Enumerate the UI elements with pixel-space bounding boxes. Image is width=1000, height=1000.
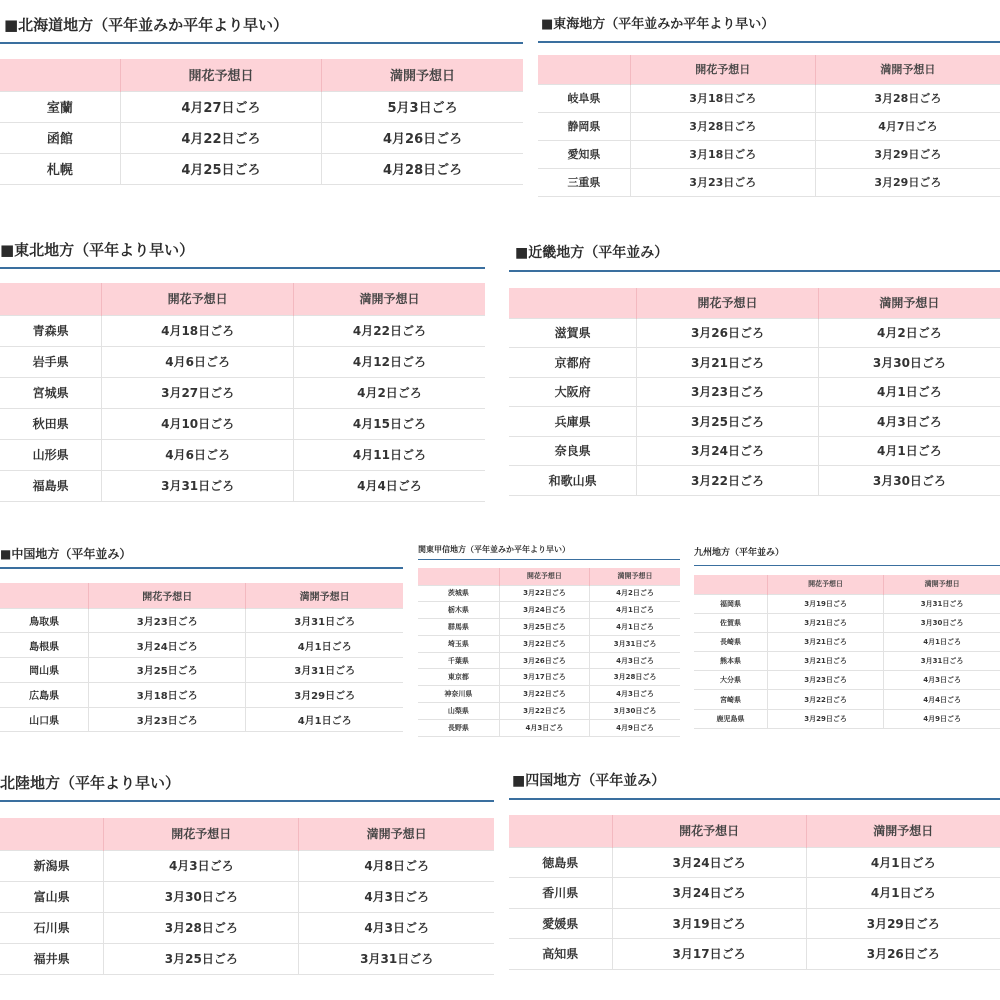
table-row xyxy=(418,652,680,669)
pref-header xyxy=(0,818,104,850)
prefecture-cell: 長崎県 xyxy=(694,632,767,651)
table-row xyxy=(418,619,680,636)
full-bloom-date-cell: 4月3日ごろ xyxy=(590,652,680,669)
prefecture-cell: 茨城県 xyxy=(418,585,499,602)
prefecture-cell: 山口県 xyxy=(0,707,89,732)
full-bloom-date-cell: 4月26日ごろ xyxy=(322,122,523,153)
full-bloom-date-cell: 3月30日ごろ xyxy=(590,703,680,720)
bloom-header: 開花予想日 xyxy=(120,59,321,91)
bloom-date-cell: 3月23日ごろ xyxy=(637,377,819,407)
prefecture-cell: 山形県 xyxy=(0,439,102,470)
full-bloom-date-cell: 4月3日ごろ xyxy=(818,407,1000,437)
full-bloom-date-cell: 4月2日ごろ xyxy=(818,318,1000,348)
table-row xyxy=(509,847,1000,878)
pref-header xyxy=(418,568,499,585)
prefecture-cell: 福島県 xyxy=(0,470,102,501)
bloom-date-cell: 3月25日ごろ xyxy=(89,658,246,683)
forecast-table xyxy=(0,583,403,732)
forecast-table xyxy=(694,575,1000,729)
section-title: 九州地方（平年並み） xyxy=(694,543,1000,566)
table-row xyxy=(509,318,1000,348)
forecast-table xyxy=(0,59,523,185)
prefecture-cell: 滋賀県 xyxy=(509,318,637,348)
bloom-date-cell: 3月22日ごろ xyxy=(767,690,883,709)
bloom-date-cell: 3月28日ごろ xyxy=(104,912,299,943)
full-bloom-header: 満開予想日 xyxy=(590,568,680,585)
prefecture-cell: 島根県 xyxy=(0,633,89,658)
table-row xyxy=(0,608,403,633)
prefecture-cell: 青森県 xyxy=(0,315,102,346)
bloom-header: 開花予想日 xyxy=(630,55,815,84)
table-row xyxy=(418,635,680,652)
table-row xyxy=(418,669,680,686)
full-bloom-date-cell: 3月28日ごろ xyxy=(815,84,1000,112)
full-bloom-date-cell: 3月29日ごろ xyxy=(246,682,403,707)
table-row xyxy=(418,602,680,619)
bloom-date-cell: 4月18日ごろ xyxy=(102,315,294,346)
full-bloom-date-cell: 4月4日ごろ xyxy=(293,470,485,501)
bloom-date-cell: 3月24日ごろ xyxy=(612,847,806,878)
prefecture-cell: 群馬県 xyxy=(418,619,499,636)
full-bloom-header: 満開予想日 xyxy=(884,575,1000,594)
full-bloom-date-cell: 4月2日ごろ xyxy=(293,377,485,408)
table-row xyxy=(418,703,680,720)
header-row xyxy=(509,288,1000,318)
section-kyushu xyxy=(694,543,1000,729)
full-bloom-date-cell: 4月1日ごろ xyxy=(590,602,680,619)
prefecture-cell: 鳥取県 xyxy=(0,608,89,633)
prefecture-cell: 兵庫県 xyxy=(509,407,637,437)
bloom-date-cell: 3月26日ごろ xyxy=(499,652,589,669)
section-tokai xyxy=(538,8,1000,197)
header-row xyxy=(509,815,1000,847)
table-row xyxy=(509,407,1000,437)
full-bloom-date-cell: 4月3日ごろ xyxy=(590,686,680,703)
bloom-header: 開花予想日 xyxy=(104,818,299,850)
header-row xyxy=(0,583,403,608)
full-bloom-date-cell: 4月3日ごろ xyxy=(299,881,494,912)
forecast-table xyxy=(418,568,680,737)
pref-header xyxy=(0,583,89,608)
header-row xyxy=(538,55,1000,84)
bloom-date-cell: 3月21日ごろ xyxy=(767,652,883,671)
full-bloom-date-cell: 4月11日ごろ xyxy=(293,439,485,470)
bloom-date-cell: 3月29日ごろ xyxy=(767,709,883,728)
table-row xyxy=(694,709,1000,728)
prefecture-cell: 栃木県 xyxy=(418,602,499,619)
prefecture-cell: 岐阜県 xyxy=(538,84,630,112)
full-bloom-date-cell: 4月28日ごろ xyxy=(322,153,523,184)
full-bloom-date-cell: 3月31日ごろ xyxy=(590,635,680,652)
bloom-date-cell: 3月24日ごろ xyxy=(89,633,246,658)
table-row xyxy=(694,652,1000,671)
prefecture-cell: 宮城県 xyxy=(0,377,102,408)
full-bloom-header: 満開予想日 xyxy=(815,55,1000,84)
forecast-table xyxy=(509,288,1000,496)
prefecture-cell: 愛知県 xyxy=(538,140,630,168)
prefecture-cell: 山梨県 xyxy=(418,703,499,720)
bloom-date-cell: 4月6日ごろ xyxy=(102,439,294,470)
pref-header xyxy=(538,55,630,84)
full-bloom-header: 満開予想日 xyxy=(806,815,1000,847)
table-row xyxy=(694,632,1000,651)
full-bloom-date-cell: 3月31日ごろ xyxy=(246,608,403,633)
bloom-date-cell: 3月23日ごろ xyxy=(89,608,246,633)
bloom-date-cell: 4月6日ごろ xyxy=(102,346,294,377)
prefecture-cell: 高知県 xyxy=(509,939,612,970)
table-row xyxy=(0,91,523,122)
bloom-date-cell: 3月24日ごろ xyxy=(499,602,589,619)
full-bloom-date-cell: 3月26日ごろ xyxy=(806,939,1000,970)
prefecture-cell: 宮崎県 xyxy=(694,690,767,709)
table-row xyxy=(509,436,1000,466)
bloom-date-cell: 3月21日ごろ xyxy=(637,348,819,378)
table-row xyxy=(509,348,1000,378)
bloom-header: 開花予想日 xyxy=(89,583,246,608)
bloom-date-cell: 3月18日ごろ xyxy=(630,84,815,112)
table-row xyxy=(538,84,1000,112)
bloom-date-cell: 3月28日ごろ xyxy=(630,112,815,140)
header-row xyxy=(0,59,523,91)
bloom-date-cell: 3月23日ごろ xyxy=(767,671,883,690)
bloom-header: 開花予想日 xyxy=(767,575,883,594)
bloom-date-cell: 4月10日ごろ xyxy=(102,408,294,439)
bloom-date-cell: 3月22日ごろ xyxy=(499,703,589,720)
prefecture-cell: 秋田県 xyxy=(0,408,102,439)
full-bloom-date-cell: 4月12日ごろ xyxy=(293,346,485,377)
section-title: ■近畿地方（平年並み） xyxy=(509,236,1000,272)
table-row xyxy=(0,377,485,408)
forecast-table xyxy=(509,815,1000,970)
full-bloom-header: 満開予想日 xyxy=(293,283,485,315)
bloom-date-cell: 3月18日ごろ xyxy=(89,682,246,707)
full-bloom-date-cell: 3月31日ごろ xyxy=(299,943,494,974)
full-bloom-date-cell: 4月9日ごろ xyxy=(590,719,680,736)
full-bloom-date-cell: 4月1日ごろ xyxy=(246,633,403,658)
prefecture-cell: 富山県 xyxy=(0,881,104,912)
full-bloom-date-cell: 3月29日ごろ xyxy=(806,908,1000,939)
bloom-date-cell: 3月24日ごろ xyxy=(612,878,806,909)
prefecture-cell: 三重県 xyxy=(538,168,630,196)
full-bloom-date-cell: 4月1日ごろ xyxy=(590,619,680,636)
table-row xyxy=(418,686,680,703)
prefecture-cell: 東京都 xyxy=(418,669,499,686)
prefecture-cell: 奈良県 xyxy=(509,436,637,466)
table-row xyxy=(0,346,485,377)
prefecture-cell: 静岡県 xyxy=(538,112,630,140)
bloom-date-cell: 4月22日ごろ xyxy=(120,122,321,153)
section-title: ■東海地方（平年並みか平年より早い） xyxy=(538,8,1000,43)
full-bloom-date-cell: 4月3日ごろ xyxy=(884,671,1000,690)
bloom-date-cell: 3月22日ごろ xyxy=(499,585,589,602)
prefecture-cell: 香川県 xyxy=(509,878,612,909)
section-title: ■中国地方（平年並み） xyxy=(0,541,403,569)
prefecture-cell: 岩手県 xyxy=(0,346,102,377)
full-bloom-date-cell: 3月31日ごろ xyxy=(884,652,1000,671)
table-row xyxy=(0,470,485,501)
header-row xyxy=(0,818,494,850)
bloom-date-cell: 3月22日ごろ xyxy=(637,466,819,496)
section-kinki xyxy=(509,236,1000,496)
prefecture-cell: 千葉県 xyxy=(418,652,499,669)
full-bloom-date-cell: 4月2日ごろ xyxy=(590,585,680,602)
table-row xyxy=(0,912,494,943)
full-bloom-date-cell: 4月1日ごろ xyxy=(818,377,1000,407)
bloom-date-cell: 4月27日ごろ xyxy=(120,91,321,122)
bloom-header: 開花予想日 xyxy=(499,568,589,585)
bloom-date-cell: 3月18日ごろ xyxy=(630,140,815,168)
section-tohoku xyxy=(0,234,485,502)
bloom-date-cell: 3月22日ごろ xyxy=(499,686,589,703)
prefecture-cell: 徳島県 xyxy=(509,847,612,878)
full-bloom-date-cell: 4月1日ごろ xyxy=(806,847,1000,878)
prefecture-cell: 神奈川県 xyxy=(418,686,499,703)
forecast-table xyxy=(0,818,494,975)
full-bloom-date-cell: 4月7日ごろ xyxy=(815,112,1000,140)
prefecture-cell: 新潟県 xyxy=(0,850,104,881)
section-hokkaido xyxy=(0,8,523,185)
prefecture-cell: 京都府 xyxy=(509,348,637,378)
table-row xyxy=(694,594,1000,613)
table-row xyxy=(0,408,485,439)
bloom-date-cell: 3月21日ごろ xyxy=(767,632,883,651)
table-row xyxy=(694,690,1000,709)
full-bloom-date-cell: 4月3日ごろ xyxy=(299,912,494,943)
table-row xyxy=(0,658,403,683)
prefecture-cell: 大分県 xyxy=(694,671,767,690)
table-row xyxy=(0,122,523,153)
bloom-date-cell: 3月24日ごろ xyxy=(637,436,819,466)
bloom-date-cell: 4月25日ごろ xyxy=(120,153,321,184)
full-bloom-date-cell: 5月3日ごろ xyxy=(322,91,523,122)
bloom-date-cell: 3月21日ごろ xyxy=(767,613,883,632)
section-title: ■四国地方（平年並み） xyxy=(509,765,1000,800)
full-bloom-date-cell: 4月1日ごろ xyxy=(246,707,403,732)
table-row xyxy=(509,377,1000,407)
pref-header xyxy=(0,59,120,91)
full-bloom-date-cell: 3月30日ごろ xyxy=(884,613,1000,632)
bloom-date-cell: 4月3日ごろ xyxy=(499,719,589,736)
full-bloom-date-cell: 3月30日ごろ xyxy=(818,348,1000,378)
header-row xyxy=(418,568,680,585)
prefecture-cell: 埼玉県 xyxy=(418,635,499,652)
table-row xyxy=(0,707,403,732)
section-kanto xyxy=(418,541,680,737)
prefecture-cell: 岡山県 xyxy=(0,658,89,683)
table-row xyxy=(0,850,494,881)
bloom-header: 開花予想日 xyxy=(637,288,819,318)
pref-header xyxy=(509,288,637,318)
table-row xyxy=(418,719,680,736)
full-bloom-header: 満開予想日 xyxy=(322,59,523,91)
prefecture-cell: 愛媛県 xyxy=(509,908,612,939)
bloom-header: 開花予想日 xyxy=(102,283,294,315)
pref-header xyxy=(0,283,102,315)
bloom-date-cell: 3月31日ごろ xyxy=(102,470,294,501)
prefecture-cell: 大阪府 xyxy=(509,377,637,407)
bloom-date-cell: 3月23日ごろ xyxy=(89,707,246,732)
bloom-date-cell: 3月27日ごろ xyxy=(102,377,294,408)
table-row xyxy=(0,315,485,346)
bloom-date-cell: 3月22日ごろ xyxy=(499,635,589,652)
bloom-date-cell: 3月25日ごろ xyxy=(637,407,819,437)
section-title: 関東甲信地方（平年並みか平年より早い） xyxy=(418,541,680,560)
bloom-date-cell: 3月19日ごろ xyxy=(612,908,806,939)
full-bloom-date-cell: 4月1日ごろ xyxy=(806,878,1000,909)
prefecture-cell: 佐賀県 xyxy=(694,613,767,632)
pref-header xyxy=(694,575,767,594)
prefecture-cell: 室蘭 xyxy=(0,91,120,122)
full-bloom-date-cell: 4月9日ごろ xyxy=(884,709,1000,728)
prefecture-cell: 和歌山県 xyxy=(509,466,637,496)
full-bloom-date-cell: 3月28日ごろ xyxy=(590,669,680,686)
full-bloom-date-cell: 4月4日ごろ xyxy=(884,690,1000,709)
table-row xyxy=(538,112,1000,140)
prefecture-cell: 鹿児島県 xyxy=(694,709,767,728)
bloom-date-cell: 4月3日ごろ xyxy=(104,850,299,881)
full-bloom-header: 満開予想日 xyxy=(299,818,494,850)
full-bloom-date-cell: 3月31日ごろ xyxy=(246,658,403,683)
table-row xyxy=(538,140,1000,168)
table-row xyxy=(0,943,494,974)
header-row xyxy=(694,575,1000,594)
prefecture-cell: 広島県 xyxy=(0,682,89,707)
prefecture-cell: 長野県 xyxy=(418,719,499,736)
full-bloom-header: 満開予想日 xyxy=(246,583,403,608)
table-row xyxy=(0,682,403,707)
section-title: 北陸地方（平年より早い） xyxy=(0,767,494,802)
bloom-date-cell: 3月23日ごろ xyxy=(630,168,815,196)
section-chugoku xyxy=(0,541,403,732)
section-hokuriku xyxy=(0,767,494,975)
bloom-date-cell: 3月25日ごろ xyxy=(499,619,589,636)
table-row xyxy=(0,633,403,658)
table-row xyxy=(509,466,1000,496)
prefecture-cell: 石川県 xyxy=(0,912,104,943)
full-bloom-date-cell: 4月22日ごろ xyxy=(293,315,485,346)
prefecture-cell: 札幌 xyxy=(0,153,120,184)
bloom-date-cell: 3月17日ごろ xyxy=(499,669,589,686)
full-bloom-date-cell: 4月8日ごろ xyxy=(299,850,494,881)
full-bloom-header: 満開予想日 xyxy=(818,288,1000,318)
table-row xyxy=(418,585,680,602)
pref-header xyxy=(509,815,612,847)
full-bloom-date-cell: 4月15日ごろ xyxy=(293,408,485,439)
table-row xyxy=(0,439,485,470)
bloom-date-cell: 3月19日ごろ xyxy=(767,594,883,613)
table-row xyxy=(694,613,1000,632)
table-row xyxy=(509,908,1000,939)
bloom-date-cell: 3月17日ごろ xyxy=(612,939,806,970)
prefecture-cell: 熊本県 xyxy=(694,652,767,671)
table-row xyxy=(509,939,1000,970)
full-bloom-date-cell: 4月1日ごろ xyxy=(884,632,1000,651)
bloom-header: 開花予想日 xyxy=(612,815,806,847)
full-bloom-date-cell: 3月30日ごろ xyxy=(818,466,1000,496)
section-shikoku xyxy=(509,765,1000,970)
prefecture-cell: 福岡県 xyxy=(694,594,767,613)
full-bloom-date-cell: 4月1日ごろ xyxy=(818,436,1000,466)
full-bloom-date-cell: 3月31日ごろ xyxy=(884,594,1000,613)
forecast-table xyxy=(538,55,1000,197)
bloom-date-cell: 3月30日ごろ xyxy=(104,881,299,912)
section-title: ■北海道地方（平年並みか平年より早い） xyxy=(0,8,523,44)
table-row xyxy=(0,881,494,912)
bloom-date-cell: 3月25日ごろ xyxy=(104,943,299,974)
table-row xyxy=(694,671,1000,690)
header-row xyxy=(0,283,485,315)
table-row xyxy=(538,168,1000,196)
full-bloom-date-cell: 3月29日ごろ xyxy=(815,168,1000,196)
full-bloom-date-cell: 3月29日ごろ xyxy=(815,140,1000,168)
prefecture-cell: 福井県 xyxy=(0,943,104,974)
bloom-date-cell: 3月26日ごろ xyxy=(637,318,819,348)
forecast-table xyxy=(0,283,485,502)
section-title: ■東北地方（平年より早い） xyxy=(0,234,485,269)
prefecture-cell: 函館 xyxy=(0,122,120,153)
table-row xyxy=(509,878,1000,909)
table-row xyxy=(0,153,523,184)
